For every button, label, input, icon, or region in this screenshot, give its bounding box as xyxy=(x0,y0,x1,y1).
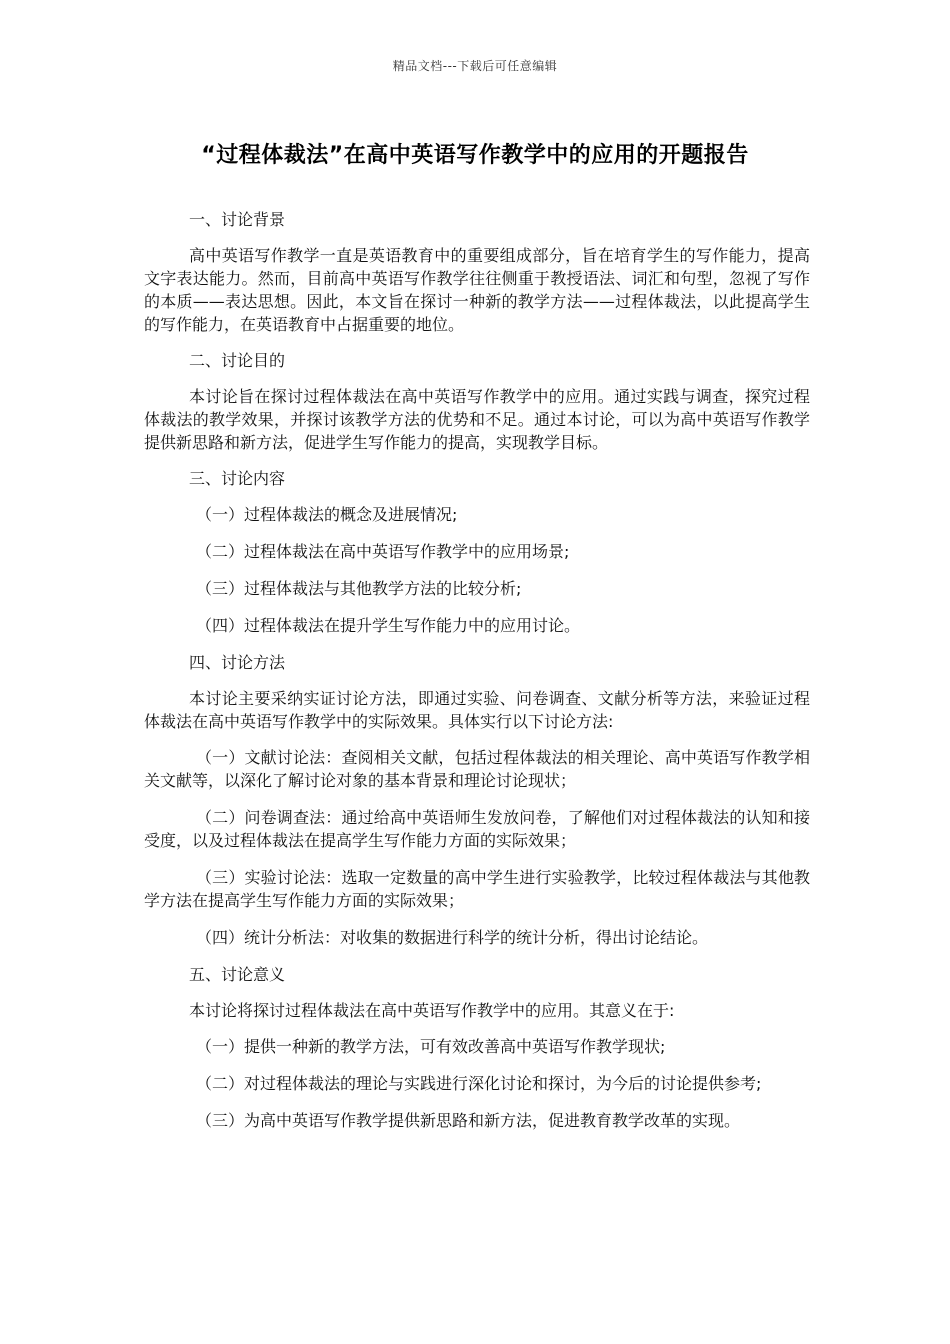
section-heading-purpose: 二、讨论目的 xyxy=(189,351,286,370)
method-paragraph: 本讨论主要采纳实证讨论方法，即通过实验、问卷调查、文献分析等方法，来验证过程体裁法在高中英语写作教学中的实际效果。具体实行以下讨论方法: xyxy=(144,689,810,731)
content-item-1: （一）过程体裁法的概念及进展情况; xyxy=(196,505,458,524)
method-item-2: （二）问卷调查法：通过给高中英语师生发放问卷，了解他们对过程体裁法的认知和接受度，以及过程体裁法在提高学生写作能力方面的实际效果； xyxy=(144,808,810,850)
content-item-2: （二）过程体裁法在高中英语写作教学中的应用场景; xyxy=(196,542,570,561)
significance-item-2: （二）对过程体裁法的理论与实践进行深化讨论和探讨，为今后的讨论提供参考; xyxy=(196,1074,762,1093)
significance-item-3: （三）为高中英语写作教学提供新思路和新方法，促进教育教学改革的实现。 xyxy=(196,1111,741,1130)
section-heading-significance: 五、讨论意义 xyxy=(189,965,286,984)
background-paragraph: 高中英语写作教学一直是英语教育中的重要组成部分，旨在培育学生的写作能力，提高文字表达能力。然而，目前高中英语写作教学往往侧重于教授语法、词汇和句型，忽视了写作的本质——表达思想。因此，本文旨在探讨一种新的教学方法——过程体裁法，以此提高学生的写作能力，在英语教育中占据重要的地位。 xyxy=(144,246,810,334)
section-heading-background: 一、讨论背景 xyxy=(189,210,286,229)
content-item-3: （三）过程体裁法与其他教学方法的比较分析; xyxy=(196,579,522,598)
header-note: 精品文档---下载后可任意编辑 xyxy=(392,59,558,73)
method-item-1: （一）文献讨论法：查阅相关文献，包括过程体裁法的相关理论、高中英语写作教学相关文献等，以深化了解讨论对象的基本背景和理论讨论现状； xyxy=(144,748,810,790)
significance-paragraph: 本讨论将探讨过程体裁法在高中英语写作教学中的应用。其意义在于: xyxy=(189,1001,675,1020)
section-heading-content: 三、讨论内容 xyxy=(189,469,286,488)
purpose-paragraph: 本讨论旨在探讨过程体裁法在高中英语写作教学中的应用。通过实践与调查，探究过程体裁法的教学效果，并探讨该教学方法的优势和不足。通过本讨论，可以为高中英语写作教学提供新思路和新方法，促进学生写作能力的提高，实现教学目标。 xyxy=(144,387,810,452)
method-item-3: （三）实验讨论法：选取一定数量的高中学生进行实验教学，比较过程体裁法与其他教学方法在提高学生写作能力方面的实际效果； xyxy=(144,868,810,910)
method-item-4: （四）统计分析法：对收集的数据进行科学的统计分析，得出讨论结论。 xyxy=(196,928,709,947)
content-item-4: （四）过程体裁法在提升学生写作能力中的应用讨论。 xyxy=(196,616,581,635)
section-heading-method: 四、讨论方法 xyxy=(189,653,286,672)
document-title: “过程体裁法”在高中英语写作教学中的应用的开题报告 xyxy=(201,143,749,168)
significance-item-1: （一）提供一种新的教学方法，可有效改善高中英语写作教学现状; xyxy=(196,1037,666,1056)
document-body xyxy=(144,208,810,1146)
